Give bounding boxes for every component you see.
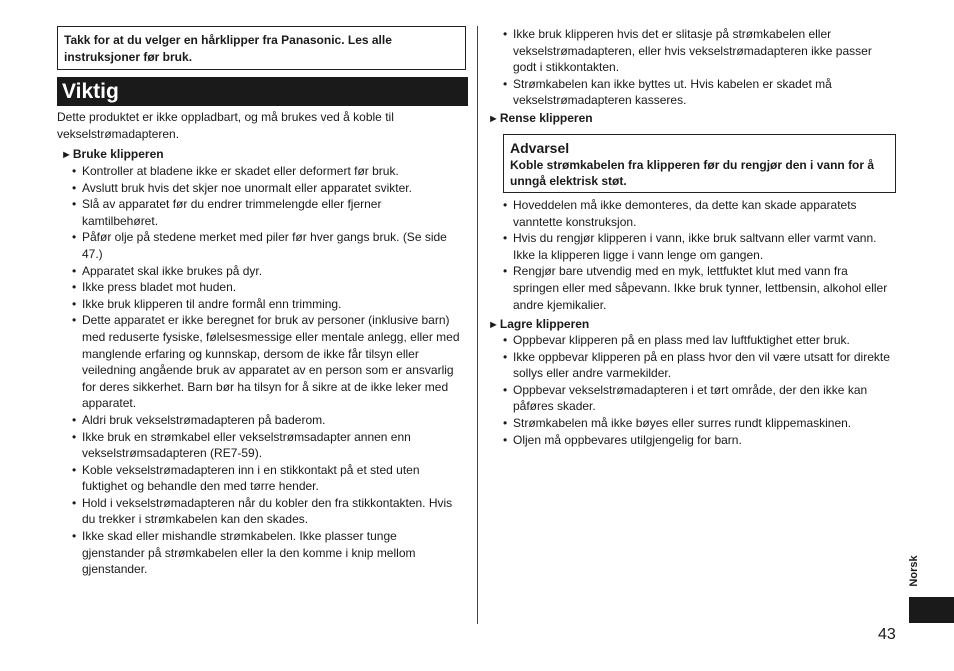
list-item: • Strømkabelen kan ikke byttes ut. Hvis kabelen er skadet må vekselstrømadapteren kasseres. xyxy=(488,76,896,109)
store-heading xyxy=(488,316,589,333)
triangle-bullet-icon: ► xyxy=(61,149,72,161)
triangle-bullet-icon: ► xyxy=(488,319,499,331)
list-item: • Ikke bruk klipperen til andre formål enn trimming. xyxy=(57,296,468,313)
list-item: • Dette apparatet er ikke beregnet for bruk av personer (inklusive barn) med reduserte fysiske, følelsesmessige eller mentale anlegg, eller med manglende erfaring og kunnskap, dersom de ikke får tilsyn eller veiledning angående bruk av apparatet av en person som er ansvarlig for deres sikkerhet. Barn bør ha tilsyn for å sikre at de ikke leker med apparatet. xyxy=(57,312,468,412)
list-item: • Påfør olje på stedene merket med piler før hver gangs bruk. (Se side 47.) xyxy=(57,229,468,262)
lead-paragraph: Dette produktet er ikke oppladbart, og må brukes ved å koble til vekselstrømadapteren. xyxy=(57,110,394,141)
list-item: • Hold i vekselstrømadapteren når du kobler den fra stikkontakten. Hvis du trekker i strømkabelen kan den skades. xyxy=(57,495,468,528)
list-item: • Ikke bruk klipperen hvis det er slitasje på strømkabelen eller vekselstrømadapteren, eller hvis vekselstrømadapteren ikke passer godt i stikkontakten. xyxy=(488,26,896,76)
list-item: • Koble vekselstrømadapteren inn i en stikkontakt på et sted uten fuktighet og behandle den med tørre hender. xyxy=(57,462,468,495)
list-item: • Oppbevar vekselstrømadapteren i et tørt område, der den ikke kan påføres skader. xyxy=(488,382,896,415)
page-number: 43 xyxy=(878,626,896,643)
list-item: • Oljen må oppbevares utilgjengelig for barn. xyxy=(488,432,896,449)
continued-list xyxy=(488,26,896,109)
list-item: • Ikke press bladet mot huden. xyxy=(57,279,468,296)
use-list xyxy=(57,163,468,578)
list-item: • Rengjør bare utvendig med en myk, lettfuktet klut med vann fra springen eller med såpevann. Ikke bruk tynner, lettbensin, alkohol eller andre kjemikalier. xyxy=(488,263,896,313)
intro-box: Takk for at du velger en hårklipper fra Panasonic. Les alle instruksjoner før bruk. xyxy=(57,26,466,70)
section-title: Viktig xyxy=(62,80,119,103)
list-item: • Slå av apparatet før du endrer trimmelengde eller fjerner kamtilbehøret. xyxy=(57,196,468,229)
list-item: • Aldri bruk vekselstrømadapteren på baderom. xyxy=(57,412,468,429)
list-item: • Oppbevar klipperen på en plass med lav luftfuktighet etter bruk. xyxy=(488,332,896,349)
warning-title: Advarsel xyxy=(510,140,570,156)
clean-list xyxy=(488,197,896,313)
list-item: • Strømkabelen må ikke bøyes eller surres rundt klippemaskinen. xyxy=(488,415,896,432)
store-heading-text: Lagre klipperen xyxy=(499,317,590,331)
language-side-label xyxy=(907,552,921,590)
use-heading xyxy=(61,146,164,163)
triangle-bullet-icon: ► xyxy=(488,113,499,125)
clean-heading xyxy=(488,110,593,127)
section-title-bar xyxy=(57,77,468,106)
list-item: • Avslutt bruk hvis det skjer noe unormalt eller apparatet svikter. xyxy=(57,180,468,197)
language-label-text: Norsk xyxy=(908,555,920,587)
warning-box xyxy=(503,134,896,193)
use-heading-text: Bruke klipperen xyxy=(72,147,164,161)
list-item: • Ikke oppbevar klipperen på en plass hvor den vil være utsatt for direkte sollys eller andre varmekilder. xyxy=(488,349,896,382)
list-item: • Ikke bruk en strømkabel eller vekselstrømsadapter annen enn vekselstrømsadapteren (RE7-59). xyxy=(57,429,468,462)
warning-text: Koble strømkabelen fra klipperen før du rengjør den i vann for å unngå elektrisk støt. xyxy=(510,158,875,188)
store-list xyxy=(488,332,896,448)
list-item: • Hoveddelen må ikke demonteres, da dette kan skade apparatets vanntette konstruksjon. xyxy=(488,197,896,230)
column-divider xyxy=(477,26,478,624)
language-tab-marker xyxy=(909,597,954,623)
list-item: • Kontroller at bladene ikke er skadet eller deformert før bruk. xyxy=(57,163,468,180)
list-item: • Hvis du rengjør klipperen i vann, ikke bruk saltvann eller varmt vann. Ikke la klipperen ligge i vann lenge om gangen. xyxy=(488,230,896,263)
clean-heading-text: Rense klipperen xyxy=(499,111,593,125)
list-item: • Ikke skad eller mishandle strømkabelen. Ikke plasser tunge gjenstander på strømkabelen eller la den komme i knip mellom gjenstander. xyxy=(57,528,468,578)
list-item: • Apparatet skal ikke brukes på dyr. xyxy=(57,263,468,280)
